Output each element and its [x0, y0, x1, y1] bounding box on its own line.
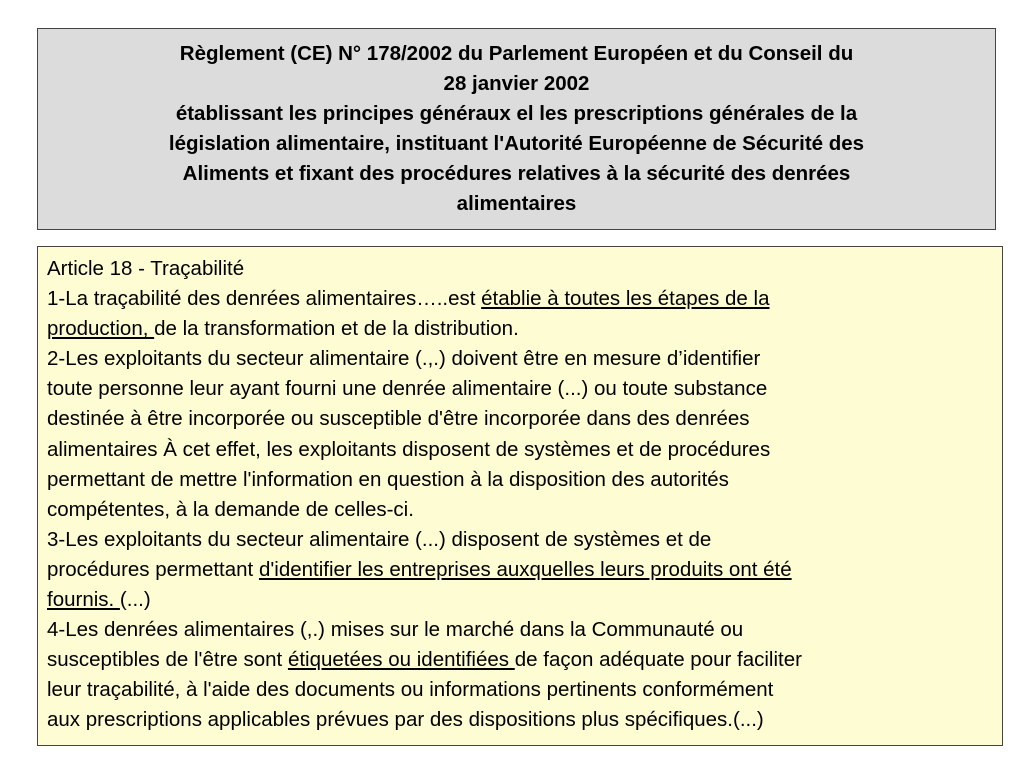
paragraph-2-line-4: alimentaires À cet effet, les exploitants disposent de systèmes et de procédures: [47, 437, 771, 461]
p3-underline-b: fournis.: [47, 588, 120, 612]
paragraph-4-line-2: [47, 645, 994, 675]
paragraph-2-line-1: 2-Les exploitants du secteur alimentaire (.,.) doivent être en mesure d’identifier: [47, 347, 761, 371]
p1-underline-a: établie à toutes les étapes de la: [481, 287, 770, 311]
title-line-1: Règlement (CE) N° 178/2002 du Parlement Européen et du Conseil du: [179, 42, 854, 65]
p3-text-a: procédures permettant: [47, 557, 259, 581]
paragraph-3-line-1: 3-Les exploitants du secteur alimentaire (...) disposent de systèmes et de: [47, 527, 712, 551]
paragraph-2-line-6: compétentes, à la demande de celles-ci.: [47, 497, 414, 521]
p1-text-b: de la transformation et de la distribution.: [154, 317, 519, 341]
paragraph-4-line-3: leur traçabilité, à l'aide des documents ou informations pertinents conformément: [47, 678, 774, 702]
paragraph-4-line-1: 4-Les denrées alimentaires (,.) mises sur le marché dans la Communauté ou: [47, 618, 744, 642]
regulation-title-box: [37, 28, 996, 230]
paragraph-2-line-3: destinée à être incorporée ou susceptible d'être incorporée dans des denrées: [47, 407, 750, 431]
article-18-box: [37, 246, 1003, 746]
paragraph-1-line-1: [47, 284, 994, 314]
article-heading: Article 18 - Traçabilité: [47, 257, 245, 280]
title-line-6: alimentaires: [456, 192, 577, 215]
p4-underline-a: étiquetées ou identifiées: [287, 648, 515, 672]
p1-text-a: 1-La traçabilité des denrées alimentaires…..est: [47, 287, 482, 311]
paragraph-2-line-5: permettant de mettre l'information en question à la disposition des autorités: [47, 467, 729, 491]
title-line-2: 28 janvier 2002: [443, 72, 590, 95]
paragraph-4-line-4: aux prescriptions applicables prévues par des dispositions plus spécifiques.(...): [47, 708, 764, 732]
p4-text-b: de façon adéquate pour faciliter: [514, 648, 802, 672]
title-line-3: établissant les principes généraux el les prescriptions générales de la: [175, 102, 858, 125]
p4-text-a: susceptibles de l'être sont: [47, 648, 288, 672]
paragraph-2-line-2: toute personne leur ayant fourni une denrée alimentaire (...) ou toute substance: [47, 377, 768, 401]
p3-underline-a: d'identifier les entreprises auxquelles leurs produits ont été: [258, 557, 792, 581]
title-line-5: Aliments et fixant des procédures relatives à la sécurité des denrées: [182, 162, 851, 185]
paragraph-1-line-2: [47, 314, 994, 344]
paragraph-3-line-3: [47, 585, 994, 615]
paragraph-3-line-2: [47, 555, 994, 585]
p1-underline-b: production,: [47, 317, 155, 341]
p3-text-b: (...): [119, 588, 151, 612]
title-line-4: législation alimentaire, instituant l'Autorité Européenne de Sécurité des: [168, 132, 865, 155]
